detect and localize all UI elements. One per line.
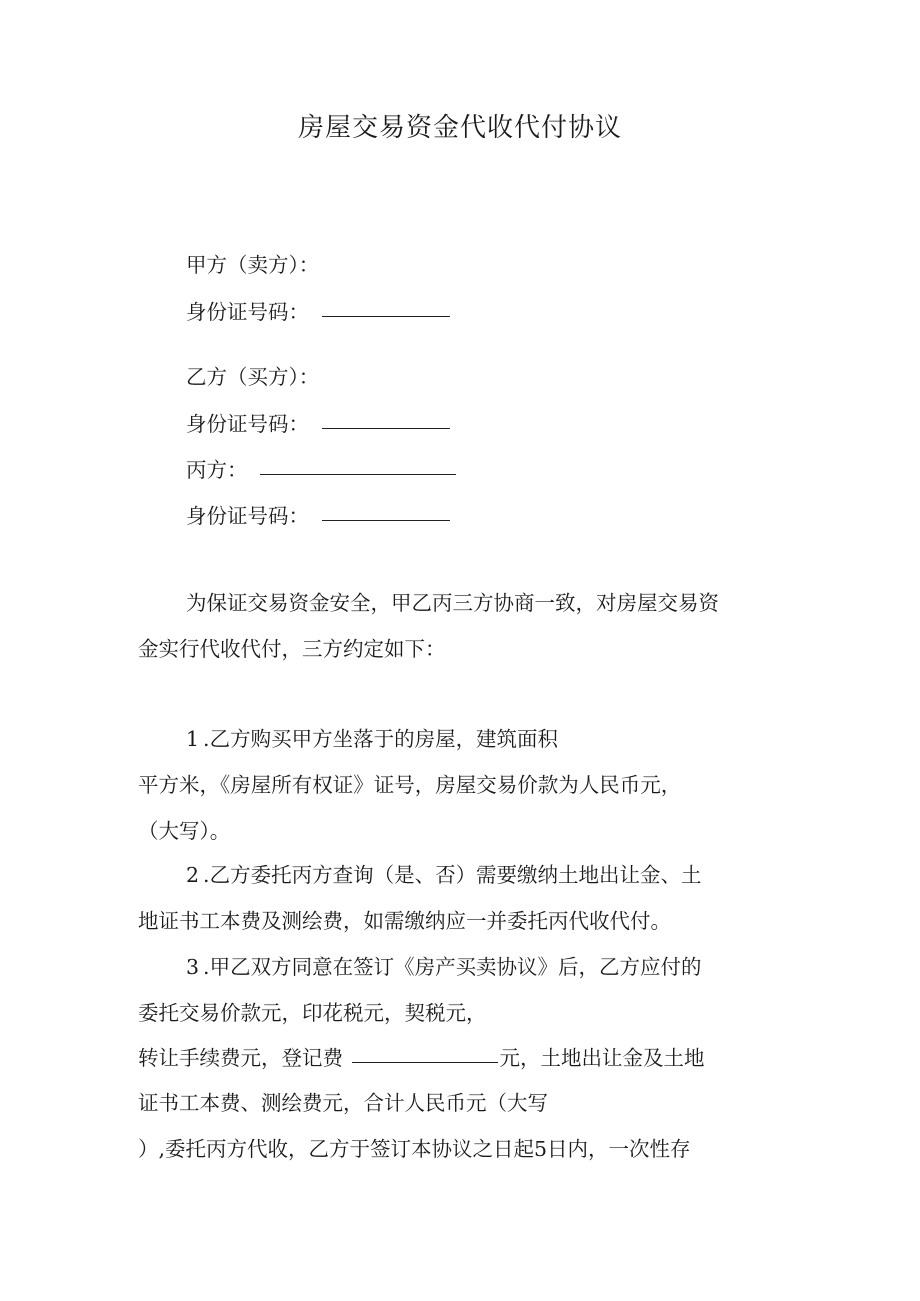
document-title: 房屋交易资金代收代付协议 — [297, 113, 622, 143]
party-c-label: 丙方： — [186, 458, 248, 482]
clause-2-text-1: .乙方委托丙方查询（是、否）需要缴纳土地出让金、土 — [203, 863, 702, 887]
clause-3-text-3a: 转让手续费元，登记费 — [138, 1046, 350, 1070]
clause-3-line-2: 委托交易价款元，印花税元，契税元， — [138, 1001, 487, 1025]
clause-1-line-3: （大写）。 — [138, 819, 231, 843]
party-a-id-blank — [322, 294, 450, 317]
party-b-id-row — [186, 408, 450, 438]
intro-line-2: 金实行代收代付，三方约定如下： — [138, 637, 446, 661]
party-c-id-row — [186, 500, 450, 530]
party-a-id-row — [186, 296, 450, 326]
party-b-label: 乙方（买方）： — [186, 365, 320, 389]
clause-3-line-4: 证书工本费、测绘费元，合计人民币元（大写 — [138, 1091, 548, 1115]
party-b-id-label: 身份证号码： — [186, 412, 309, 436]
clause-3-text-1: .甲乙双方同意在签订《房产买卖协议》后，乙方应付的 — [203, 955, 702, 979]
party-c-id-label: 身份证号码： — [186, 504, 309, 528]
clause-1-line-2: 平方米，《房屋所有权证》证号，房屋交易价款为人民币元， — [138, 773, 682, 797]
clause-3-text-3b: 元，土地出让金及土地 — [499, 1046, 705, 1070]
intro-line-1: 为保证交易资金安全，甲乙丙三方协商一致，对房屋交易资 — [186, 591, 719, 615]
party-a-label: 甲方（卖方）： — [186, 253, 320, 277]
clause-1-text-1: .乙方购买甲方坐落于的房屋，建筑面积 — [203, 727, 559, 751]
clause-1-number: 1 — [186, 727, 204, 751]
clause-3-line-1 — [186, 952, 702, 982]
clause-1-line-1 — [186, 724, 558, 754]
party-c-row — [186, 454, 456, 484]
clause-3-number: 3 — [186, 955, 204, 979]
registration-fee-blank — [352, 1040, 498, 1063]
party-c-blank — [260, 452, 456, 475]
party-c-id-blank — [322, 498, 450, 521]
party-a-id-label: 身份证号码： — [186, 300, 309, 324]
clause-2-line-2: 地证书工本费及测绘费，如需缴纳应一并委托丙代收代付。 — [138, 909, 671, 933]
party-b-id-blank — [322, 406, 450, 429]
clause-3-line-3 — [138, 1042, 705, 1072]
clause-2-line-1 — [186, 860, 702, 890]
clause-3-line-5: ）,委托丙方代收，乙方于签订本协议之日起5日内，一次性存 — [138, 1137, 691, 1161]
clause-2-number: 2 — [186, 863, 204, 887]
